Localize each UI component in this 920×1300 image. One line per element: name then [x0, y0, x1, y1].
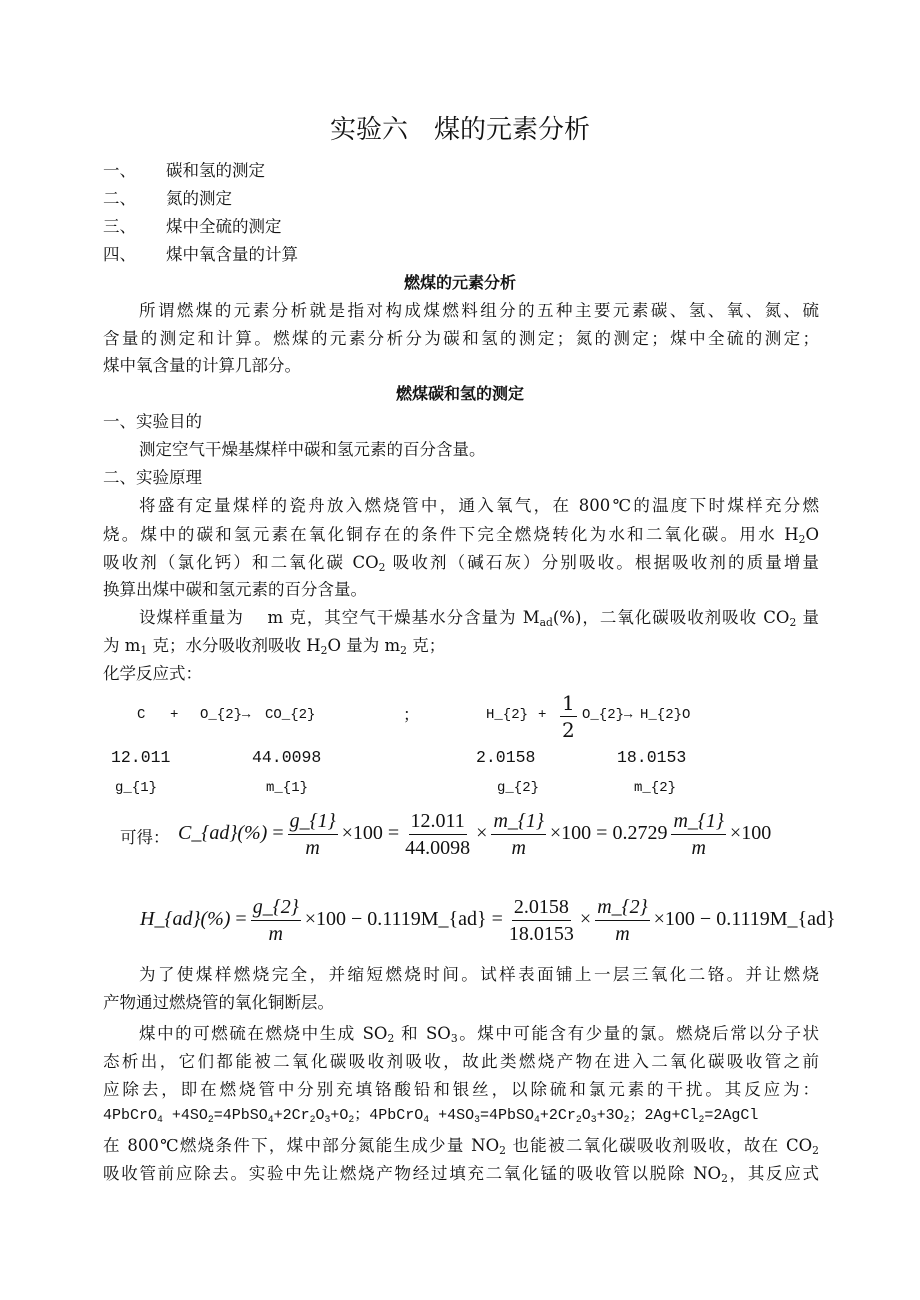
section-heading: 燃煤碳和氢的测定 — [395, 384, 524, 403]
body-line: 测定空气干燥基煤样中碳和氢元素的百分含量。 — [139, 440, 486, 459]
toc-label: 煤中全硫的测定 — [166, 217, 282, 236]
frac-den: m — [268, 923, 283, 945]
frac-den: m — [615, 923, 630, 945]
reactant-c: C — [137, 707, 146, 723]
frac-den: 18.0153 — [508, 923, 574, 945]
subscript: 2 — [387, 1032, 395, 1045]
subscript: 2 — [798, 533, 806, 546]
frac-num: 2.0158 — [512, 894, 571, 921]
section-heading: 燃煤的元素分析 — [403, 273, 516, 292]
subscript: 2 — [207, 1114, 214, 1125]
carbon-formula: C_{ad}(%) = $\frac{g\_\{1\}}{m}$ ×100 = $\frac{12.011}{44.0098}$ × $\frac{m\_\{1\}}{m}$ ×100 = 0.2729 $\frac{m\_\{1\}}{m}$ ×100 — [178, 810, 772, 859]
plus-sign: + — [538, 707, 547, 723]
product-h2o: H_{2}O — [640, 707, 691, 723]
subscript: 2 — [499, 1144, 506, 1157]
mass-symbol: m_{2} — [634, 780, 677, 796]
subscript: 2 — [812, 1144, 819, 1157]
subscript: 4 — [267, 1114, 274, 1125]
toc-num: 一、 — [103, 161, 136, 180]
page-title: 实验六 煤的元素分析 — [329, 115, 590, 145]
body-line: 将盛有定量煤样的瓷舟放入燃烧管中，通入氧气，在 800℃的温度下时煤样充分燃 — [139, 496, 819, 515]
formula-lhs: H_{ad}(%) — [140, 908, 231, 931]
subscript: 3 — [590, 1114, 597, 1125]
frac-num: 1 — [562, 691, 575, 715]
subscript: 2 — [400, 644, 407, 657]
subscript: 2 — [320, 644, 328, 657]
mass-value: 12.011 — [111, 748, 171, 767]
reactant-o2: O_{2}→ — [200, 707, 251, 723]
subheading: 一、实验目的 — [103, 412, 202, 431]
subscript: ad — [539, 616, 553, 629]
subscript: 4 — [534, 1114, 540, 1125]
formula-op: ×100 = — [341, 822, 400, 845]
subscript: 3 — [474, 1114, 480, 1125]
toc-label: 煤中氧含量的计算 — [166, 245, 298, 264]
result-label: 可得： — [120, 828, 170, 847]
body-line: 吸收管前应除去。实验中先让燃烧产物经过填充二氧化锰的吸收管以脱除 $NO_2$，其反应式 — [103, 1164, 820, 1185]
frac-den: m — [691, 837, 706, 859]
body-line: 态析出，它们都能被二氧化碳吸收剂吸收，故此类燃烧产物在进入二氧化碳吸收管之前 — [103, 1052, 819, 1071]
body-line: 煤中氧含量的计算几部分。 — [103, 356, 301, 375]
body-line: 化学反应式： — [103, 664, 202, 683]
formula-op: ×100 = 0.2729 — [549, 822, 668, 845]
subscript: 2 — [698, 1114, 705, 1125]
frac-den: m — [511, 837, 526, 859]
body-line: 含量的测定和计算。燃煤的元素分析分为碳和氢的测定；氮的测定；煤中全硫的测定； — [103, 329, 819, 348]
frac-num: m_{1} — [671, 808, 725, 835]
reactant-h2: H_{2} — [486, 707, 529, 723]
toc-item — [103, 217, 819, 237]
toc-label: 氮的测定 — [166, 189, 232, 208]
toc-item — [103, 189, 819, 209]
subscript: 4 — [423, 1114, 430, 1125]
mass-value: 18.0153 — [617, 748, 687, 767]
toc-num: 四、 — [103, 245, 136, 264]
reaction-line: 4PbCrO$_4$ $+4SO_2=4PbSO_4+2Cr_2O_3+O_2$；4PbCrO$_4$ $+4SO_3=4PbSO_4+2Cr_2O_3+3O_2$；$2Ag+Cl_2=2AgCl$ — [103, 1107, 759, 1125]
toc-num: 三、 — [103, 217, 136, 236]
body-line: 为 $m_1$ 克；水分吸收剂吸收 $H_2O$ 量为 $m_2$ 克； — [103, 636, 446, 657]
mass-symbol: g_{1} — [115, 780, 158, 796]
product-co2: CO_{2} — [265, 707, 316, 723]
frac-num: m_{2} — [595, 894, 649, 921]
hydrogen-formula: H_{ad}(%) = $\frac{g\_\{2\}}{m}$ ×100 − 0.1119M_{ad} = $\frac{2.0158}{18.0153}$ × $\frac{m\_\{2\}}{m}$ ×100 − 0.1119M_{ad} — [140, 896, 836, 945]
body-line: 吸收剂（氯化钙）和二氧化碳 $CO_2$ 吸收剂（碱石灰）分别吸收。根据吸收剂的质量增量 — [103, 553, 819, 574]
body-line: 为了使煤样燃烧完全，并缩短燃烧时间。试样表面铺上一层三氧化二铬。并让燃烧 — [139, 965, 819, 984]
formula-op: ×100 — [729, 822, 772, 845]
toc-item — [103, 161, 819, 181]
mass-value: 44.0098 — [252, 748, 322, 767]
frac-den: m — [305, 837, 320, 859]
reactant-o2: O_{2}→ — [582, 707, 633, 723]
subscript: 2 — [623, 1114, 630, 1125]
body-line: 在 800℃燃烧条件下，煤中部分氮能生成少量 $NO_2$ 也能被二氧化碳吸收剂吸收，故在 $CO_2$ — [103, 1136, 819, 1157]
subscript: 1 — [140, 644, 148, 657]
body-line: 煤中的可燃硫在燃烧中生成 $SO_2$ 和 $SO_3$。煤中可能含有少量的氯。燃烧后常以分子状 — [139, 1024, 820, 1045]
toc-item — [103, 245, 819, 265]
toc-label: 碳和氢的测定 — [166, 161, 265, 180]
subscript: 2 — [721, 1172, 728, 1185]
subscript: 2 — [789, 616, 797, 629]
frac-den: 2 — [562, 718, 575, 742]
toc-num: 二、 — [103, 189, 136, 208]
body-line: 所谓燃煤的元素分析就是指对构成煤燃料组分的五种主要元素碳、氢、氧、氮、硫 — [139, 301, 819, 320]
body-line: 应除去，即在燃烧管中分别充填铬酸铅和银丝，以除硫和氯元素的干扰。其反应为： — [103, 1080, 819, 1099]
formula-op: × — [476, 822, 488, 845]
subscript: 4 — [157, 1114, 163, 1125]
body-line: 烧。煤中的碳和氢元素在氧化铜存在的条件下完全燃烧转化为水和二氧化碳。用水 $H_2O$ — [103, 525, 819, 546]
frac-num: g_{1} — [288, 808, 338, 835]
separator: ； — [403, 705, 420, 724]
body-line: 换算出煤中碳和氢元素的百分含量。 — [103, 580, 367, 599]
body-line: 产物通过燃烧管的氧化铜断层。 — [103, 993, 334, 1012]
subscript: 3 — [450, 1032, 458, 1045]
formula-lhs: C_{ad}(%) — [178, 822, 268, 845]
frac-num: g_{2} — [251, 894, 301, 921]
frac-num: m_{1} — [491, 808, 545, 835]
mass-value: 2.0158 — [476, 748, 536, 767]
half-fraction — [556, 690, 581, 743]
subheading: 二、实验原理 — [103, 468, 202, 487]
plus-sign: + — [170, 707, 179, 723]
frac-den: 44.0098 — [405, 837, 471, 859]
body-line: 设煤样重量为 m 克，其空气干燥基水分含量为 $M_{ad}(\%)$，二氧化碳吸收剂吸收 $CO_2$ 量 — [139, 608, 819, 629]
subscript: 3 — [324, 1114, 331, 1125]
frac-num: 12.011 — [409, 808, 467, 835]
subscript: 2 — [348, 1114, 355, 1125]
subscript: 2 — [309, 1114, 316, 1125]
formula-op: × — [579, 908, 592, 931]
subscript: 2 — [378, 561, 386, 574]
formula-op: ×100 − 0.1119M_{ad} = — [304, 908, 503, 931]
mass-symbol: g_{2} — [497, 780, 540, 796]
mass-symbol: m_{1} — [266, 780, 309, 796]
subscript: 2 — [575, 1114, 582, 1125]
formula-op: ×100 − 0.1119M_{ad} — [653, 908, 836, 931]
